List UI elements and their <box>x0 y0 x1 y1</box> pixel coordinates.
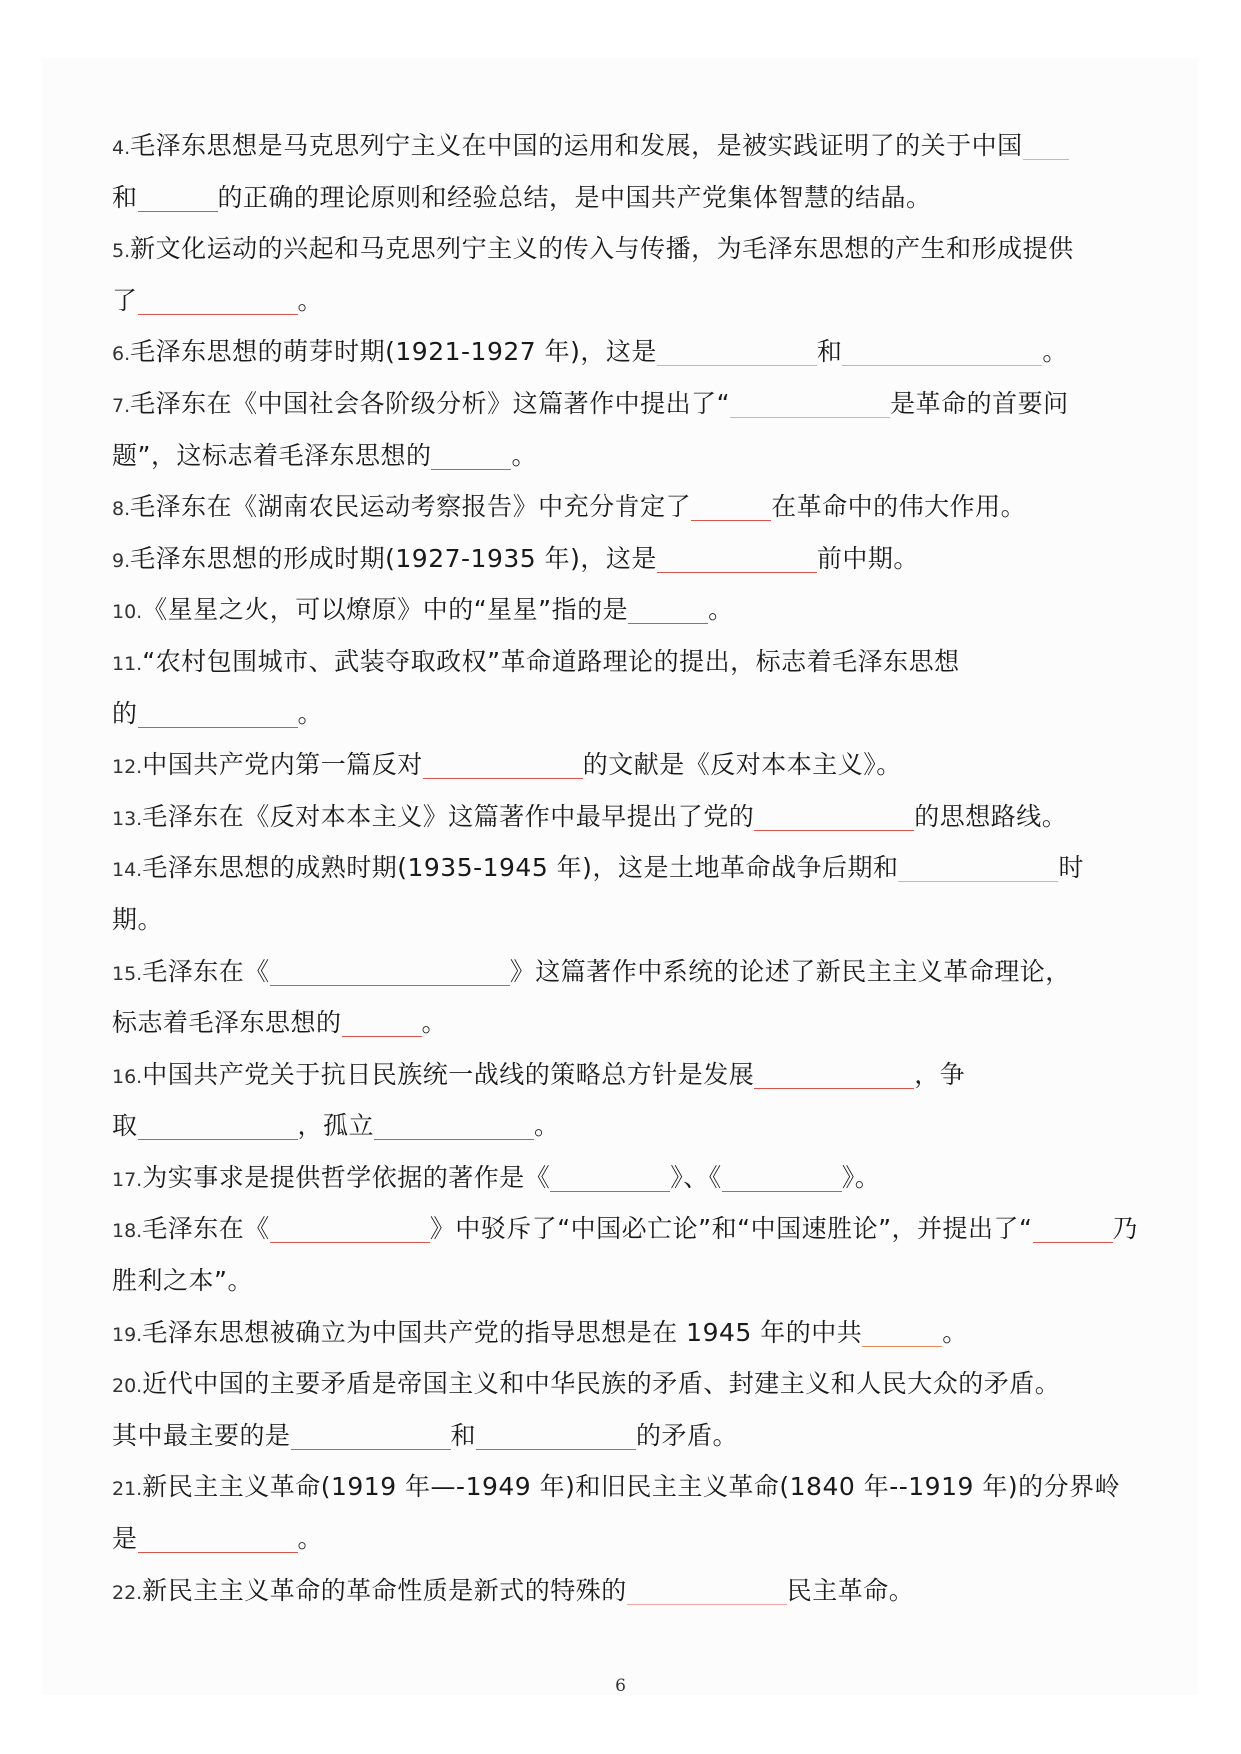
answer-blank[interactable] <box>730 387 890 418</box>
question-number: 7. <box>112 394 131 417</box>
question-text: 在革命中的伟大作用。 <box>771 492 1027 522</box>
question-text: 毛泽东思想的形成时期(1927-1935 年)，这是 <box>130 543 657 573</box>
answer-blank[interactable] <box>1023 129 1069 160</box>
answer-blank[interactable] <box>476 1419 636 1450</box>
answer-blank[interactable] <box>862 1316 942 1347</box>
answer-blank[interactable] <box>138 697 298 728</box>
question-text: 毛泽东思想是马克思列宁主义在中国的运用和发展，是被实践证明了的关于中国 <box>130 131 1023 160</box>
question-text: 时 <box>1058 853 1084 883</box>
question-number: 10. <box>112 601 143 624</box>
question-text: 毛泽东思想的成熟时期(1935-1945 年)，这是土地革命战争后期和 <box>142 853 899 883</box>
question-text: 毛泽东在《中国社会各阶级分析》这篇著作中提出了“ <box>130 388 731 418</box>
question-20-line-1 <box>112 1358 1132 1410</box>
question-number: 16. <box>112 1065 143 1088</box>
question-text: 了 <box>112 285 138 315</box>
question-text: 和 <box>450 1420 477 1450</box>
answer-blank[interactable] <box>138 1109 298 1140</box>
question-number: 17. <box>112 1168 143 1191</box>
answer-blank[interactable] <box>270 955 510 986</box>
question-14-line-2 <box>112 894 1132 946</box>
page-number: 6 <box>615 1676 626 1696</box>
answer-blank[interactable] <box>138 181 218 212</box>
question-text: 》中驳斥了“中国必亡论”和“中国速胜论”，并提出了“ <box>429 1214 1033 1244</box>
question-text: 》。 <box>841 1162 881 1192</box>
question-11-line-2 <box>112 688 1132 740</box>
question-5-line-1 <box>112 223 1132 275</box>
question-text: ，孤立 <box>297 1111 375 1141</box>
answer-blank[interactable] <box>1033 1212 1113 1243</box>
question-14-line-1 <box>112 842 1132 894</box>
question-text: 的矛盾。 <box>636 1420 739 1450</box>
answer-blank[interactable] <box>138 284 298 315</box>
question-number: 14. <box>112 859 143 882</box>
question-text: 其中最主要的是 <box>112 1420 291 1450</box>
answer-blank[interactable] <box>657 335 817 366</box>
question-text: 毛泽东思想被确立为中国共产党的指导思想是在 1945 年的中共 <box>142 1317 863 1347</box>
question-15-line-2 <box>112 997 1132 1049</box>
answer-blank[interactable] <box>550 1161 670 1192</box>
question-text: 是革命的首要问 <box>890 388 1069 418</box>
question-4-line-2 <box>112 172 1132 224</box>
question-text: ，争 <box>914 1059 966 1089</box>
question-text: 新民主主义革命(1919 年—-1949 年)和旧民主主义革命(1840 年--1919 年)的分界岭 <box>142 1472 1121 1502</box>
question-number: 4. <box>112 137 131 159</box>
question-12 <box>112 739 1132 791</box>
question-text: 题”，这标志着毛泽东思想的 <box>112 440 432 470</box>
question-text: 乃 <box>1112 1214 1139 1244</box>
question-text: 。 <box>297 698 324 728</box>
answer-blank[interactable] <box>270 1212 430 1243</box>
question-text: 近代中国的主要矛盾是帝国主义和中华民族的矛盾、封建主义和人民大众的矛盾。 <box>142 1369 1061 1399</box>
question-text: 中国共产党内第一篇反对 <box>142 750 423 780</box>
question-number: 5. <box>112 240 131 263</box>
answer-blank[interactable] <box>722 1161 842 1192</box>
question-text: 。 <box>942 1317 968 1347</box>
question-text: 是 <box>112 1524 138 1554</box>
question-text: 》这篇著作中系统的论述了新民主主义革命理论， <box>509 956 1071 986</box>
question-text: 期。 <box>112 904 164 934</box>
question-number: 8. <box>112 498 131 521</box>
question-text: 新文化运动的兴起和马克思列宁主义的传入与传播，为毛泽东思想的产生和形成提供 <box>130 234 1074 264</box>
question-text: 。 <box>297 285 324 315</box>
question-13 <box>112 791 1132 843</box>
question-text: 和 <box>112 182 138 212</box>
question-text: 毛泽东思想的萌芽时期(1921-1927 年)，这是 <box>130 337 657 367</box>
question-11-line-1 <box>112 636 1132 688</box>
question-list <box>112 120 1139 1616</box>
question-7-line-2 <box>112 430 1132 482</box>
question-18-line-2 <box>112 1255 1132 1307</box>
question-number: 22. <box>112 1581 143 1604</box>
answer-blank[interactable] <box>374 1109 534 1140</box>
question-text: 标志着毛泽东思想的 <box>112 1008 342 1038</box>
answer-blank[interactable] <box>754 1058 914 1089</box>
question-text: 和 <box>816 337 843 367</box>
question-21-line-2 <box>112 1513 1132 1565</box>
question-20-line-2 <box>112 1410 1132 1462</box>
answer-blank[interactable] <box>691 490 771 521</box>
question-19 <box>112 1307 1132 1359</box>
question-text: 毛泽东在《湖南农民运动考察报告》中充分肯定了 <box>130 492 692 522</box>
question-number: 13. <box>112 807 143 830</box>
answer-blank[interactable] <box>291 1419 451 1450</box>
question-text: 的 <box>112 698 138 728</box>
question-text: 毛泽东在《 <box>142 956 270 986</box>
question-8 <box>112 481 1132 533</box>
question-text: 。 <box>1042 337 1068 367</box>
answer-blank[interactable] <box>754 800 914 831</box>
question-16-line-1 <box>112 1049 1132 1101</box>
question-text: 为实事求是提供哲学依据的著作是《 <box>142 1162 551 1192</box>
question-4-line-1 <box>112 120 1132 172</box>
question-text: 。 <box>708 595 734 625</box>
question-number: 18. <box>112 1220 143 1243</box>
question-text: 的文献是《反对本本主义》。 <box>582 750 902 780</box>
question-text: 。 <box>511 440 537 470</box>
question-text: 。 <box>297 1524 324 1554</box>
question-text: “农村包围城市、武装夺取政权”革命道路理论的提出，标志着毛泽东思想 <box>142 646 960 676</box>
question-number: 11. <box>112 652 143 675</box>
answer-blank[interactable] <box>342 1006 422 1037</box>
question-text: 的正确的理论原则和经验总结，是中国共产党集体智慧的结晶。 <box>217 182 932 212</box>
question-9 <box>112 533 1132 585</box>
answer-blank[interactable] <box>431 439 511 470</box>
question-number: 9. <box>112 549 131 572</box>
question-17 <box>112 1152 1132 1204</box>
answer-blank[interactable] <box>842 335 1042 366</box>
question-6 <box>112 326 1132 378</box>
question-text: 新民主主义革命的革命性质是新式的特殊的 <box>142 1575 627 1605</box>
answer-blank[interactable] <box>138 1522 298 1553</box>
question-number: 21. <box>112 1478 143 1501</box>
question-7-line-1 <box>112 378 1132 430</box>
question-text: 取 <box>112 1111 138 1141</box>
question-text: 胜利之本”。 <box>112 1266 253 1296</box>
question-number: 15. <box>112 962 143 985</box>
question-text: 毛泽东在《反对本本主义》这篇著作中最早提出了党的 <box>142 801 755 831</box>
question-text: 民主革命。 <box>786 1575 915 1605</box>
question-21-line-1 <box>112 1461 1132 1513</box>
question-text: 前中期。 <box>816 543 919 573</box>
answer-blank[interactable] <box>657 542 817 573</box>
question-15-line-1 <box>112 946 1132 998</box>
answer-blank[interactable] <box>423 748 583 779</box>
question-22 <box>112 1565 1132 1617</box>
answer-blank[interactable] <box>898 851 1058 882</box>
question-number: 19. <box>112 1323 143 1346</box>
question-text: 《星星之火，可以燎原》中的“星星”指的是 <box>142 595 629 625</box>
question-text: 的思想路线。 <box>914 801 1068 831</box>
question-text: 中国共产党关于抗日民族统一战线的策略总方针是发展 <box>142 1059 755 1089</box>
question-text: 。 <box>534 1111 560 1141</box>
answer-blank[interactable] <box>628 593 708 624</box>
question-number: 12. <box>112 756 143 779</box>
question-text: 》、《 <box>670 1162 722 1192</box>
question-16-line-2 <box>112 1100 1132 1152</box>
question-number: 20. <box>112 1375 143 1398</box>
answer-blank[interactable] <box>627 1574 787 1605</box>
question-18-line-1 <box>112 1203 1139 1255</box>
question-10 <box>112 584 1132 636</box>
question-5-line-2 <box>112 275 1132 327</box>
question-number: 6. <box>112 343 131 366</box>
question-text: 。 <box>421 1008 448 1038</box>
question-text: 毛泽东在《 <box>142 1214 270 1244</box>
